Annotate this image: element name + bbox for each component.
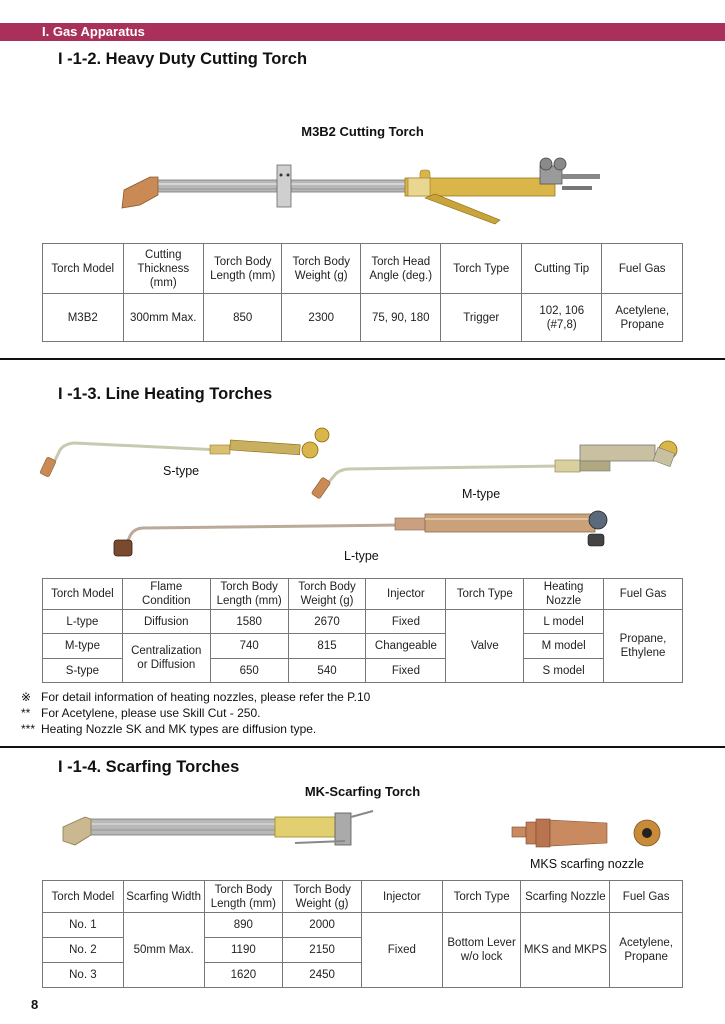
cell: 2450 [283, 963, 362, 988]
cell-merged: Centralization or Diffusion [122, 634, 210, 683]
note-text: For Acetylene, please use Skill Cut - 250. [41, 706, 261, 720]
table-row [43, 610, 683, 634]
l-type-label: L-type [344, 549, 379, 563]
cell: L-type [43, 610, 123, 634]
cell: M-type [43, 634, 123, 659]
header-cell: Injector [366, 579, 446, 610]
cell: No. 2 [43, 938, 124, 963]
header-cell: Torch Head Angle (deg.) [360, 244, 441, 294]
cell: 300mm Max. [123, 294, 204, 342]
note-item [21, 721, 370, 737]
note-text: Heating Nozzle SK and MK types are diffusion type. [41, 722, 317, 736]
note-mark: *** [21, 722, 36, 736]
note-item [21, 689, 370, 705]
note-item [21, 705, 370, 721]
cell: No. 1 [43, 913, 124, 938]
section-title-line-heating: I -1-3. Line Heating Torches [58, 385, 273, 403]
m3b2-cutting-torch-image [110, 150, 620, 225]
header-cell: Cutting Thickness (mm) [123, 244, 204, 294]
notes-list [21, 689, 370, 737]
mks-scarfing-nozzle-image [512, 814, 667, 854]
scarfing-spec-table [42, 880, 683, 988]
header-cell: Fuel Gas [602, 244, 683, 294]
cell: Trigger [441, 294, 522, 342]
header-cell: Injector [361, 881, 442, 913]
cell: Fixed [366, 659, 446, 683]
product-caption-mk-scarfing: MK-Scarfing Torch [304, 784, 421, 799]
cell: 890 [204, 913, 283, 938]
header-cell: Scarfing Nozzle [521, 881, 610, 913]
cell: 815 [288, 634, 366, 659]
cell: 1620 [204, 963, 283, 988]
section-divider [0, 746, 725, 748]
cell-merged: MKS and MKPS [521, 913, 610, 988]
note-text: For detail information of heating nozzles, please refer the P.10 [41, 690, 371, 704]
m-type-label: M-type [462, 487, 501, 501]
chapter-title: I. Gas Apparatus [42, 24, 145, 39]
cell: 2670 [288, 610, 366, 634]
header-cell: Torch Model [43, 579, 123, 610]
header-cell: Fuel Gas [604, 579, 683, 610]
table-row [43, 634, 683, 659]
table-row [43, 913, 683, 938]
cell: No. 3 [43, 963, 124, 988]
header-cell: Torch Model [43, 881, 124, 913]
cell: 2000 [283, 913, 362, 938]
cell: L model [524, 610, 604, 634]
cell-merged: Propane, Ethylene [604, 610, 683, 683]
section-title-scarfing: I -1-4. Scarfing Torches [58, 758, 240, 776]
note-mark: ※ [21, 690, 32, 704]
header-cell: Heating Nozzle [524, 579, 604, 610]
page-number: 8 [31, 997, 39, 1012]
header-cell: Torch Body Weight (g) [288, 579, 366, 610]
table-header-row [43, 244, 683, 294]
cell: 850 [204, 294, 282, 342]
cell: 1580 [210, 610, 288, 634]
mks-nozzle-caption: MKS scarfing nozzle [530, 857, 644, 871]
cell: M3B2 [43, 294, 124, 342]
header-cell: Cutting Tip [521, 244, 602, 294]
cell: 2300 [282, 294, 360, 342]
mk-scarfing-torch-image [55, 805, 375, 860]
header-cell: Torch Type [441, 244, 522, 294]
cell-merged: Valve [446, 610, 524, 683]
cell-merged: 50mm Max. [123, 913, 204, 988]
header-cell: Torch Type [446, 579, 524, 610]
header-cell: Torch Body Length (mm) [210, 579, 288, 610]
cell-merged: Fixed [361, 913, 442, 988]
cell: Fixed [366, 610, 446, 634]
section-title-cutting-torch: I -1-2. Heavy Duty Cutting Torch [58, 50, 308, 68]
line-heating-spec-table [42, 578, 683, 683]
header-cell: Torch Body Weight (g) [283, 881, 362, 913]
note-mark: ** [21, 706, 31, 720]
header-cell: Fuel Gas [610, 881, 683, 913]
header-cell: Scarfing Width [123, 881, 204, 913]
header-cell: Torch Model [43, 244, 124, 294]
section-divider [0, 358, 725, 360]
table-header-row [43, 579, 683, 610]
header-cell: Torch Body Weight (g) [282, 244, 360, 294]
cutting-torch-spec-table [42, 243, 683, 342]
cell: 540 [288, 659, 366, 683]
cell: 740 [210, 634, 288, 659]
table-row [43, 294, 683, 342]
cell: M model [524, 634, 604, 659]
header-cell: Flame Condition [122, 579, 210, 610]
product-caption-m3b2: M3B2 Cutting Torch [301, 124, 424, 139]
s-type-label: S-type [163, 464, 200, 478]
cell: Diffusion [122, 610, 210, 634]
cell: 650 [210, 659, 288, 683]
cell: Acetylene, Propane [602, 294, 683, 342]
cell: S-type [43, 659, 123, 683]
header-cell: Torch Type [442, 881, 521, 913]
cell: 102, 106 (#7,8) [521, 294, 602, 342]
header-cell: Torch Body Length (mm) [204, 244, 282, 294]
cell: 2150 [283, 938, 362, 963]
header-cell: Torch Body Length (mm) [204, 881, 283, 913]
chapter-header-bar [0, 23, 725, 41]
cell: 1190 [204, 938, 283, 963]
cell-merged: Acetylene, Propane [610, 913, 683, 988]
cell: S model [524, 659, 604, 683]
cell: 75, 90, 180 [360, 294, 441, 342]
cell: Changeable [366, 634, 446, 659]
table-header-row [43, 881, 683, 913]
cell-merged: Bottom Lever w/o lock [442, 913, 521, 988]
